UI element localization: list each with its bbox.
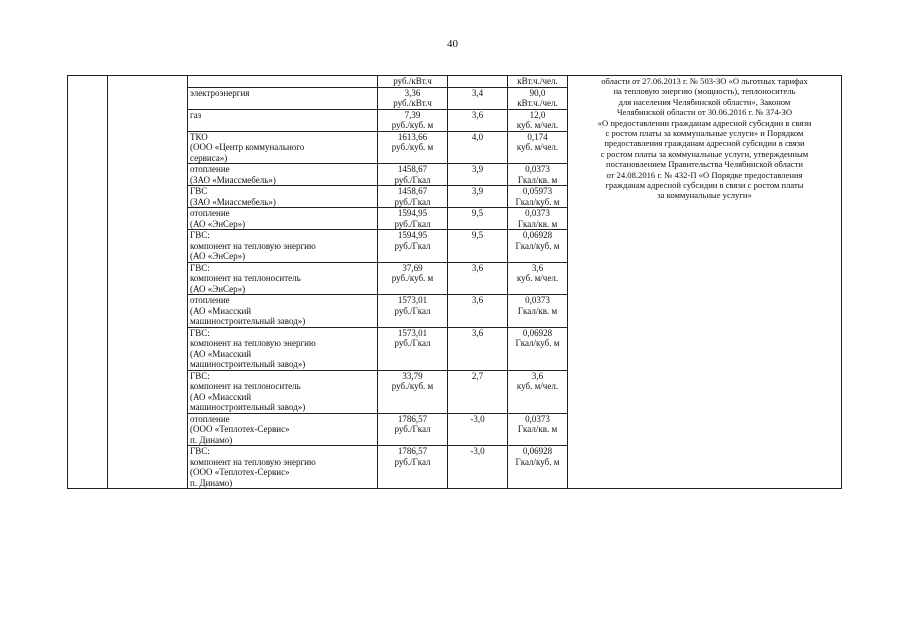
- norm-cell-line: куб. м/чел.: [516, 273, 559, 283]
- blank-column-2: [108, 76, 188, 489]
- legal-basis-line: постановлением Правительства Челябинской области: [606, 159, 803, 170]
- tariff-cell: [378, 76, 448, 88]
- norm-cell: [508, 262, 568, 295]
- legal-basis-line: на тепловую энергию (мощность), теплоноситель: [613, 86, 796, 97]
- tariff-cell: [378, 164, 448, 186]
- service-name-cell: [188, 262, 378, 295]
- norm-cell-line: 0,06928: [522, 230, 553, 240]
- norm-cell-line: Гкал/кв. м: [517, 174, 558, 185]
- service-name-cell-line: (АО «Миасский: [190, 305, 252, 316]
- norm-cell: [508, 164, 568, 186]
- tariff-cell-line: 1458,67: [397, 186, 428, 196]
- tariff-cell: [378, 87, 448, 109]
- service-name-cell: [188, 413, 378, 446]
- legal-basis-line: для населения Челябинской области», Законом: [618, 96, 791, 107]
- service-name-cell: [188, 76, 378, 88]
- service-name-cell: [188, 230, 378, 263]
- tariff-cell: [378, 327, 448, 370]
- service-name-cell: [188, 109, 378, 131]
- tariff-cell-line: 1594,95: [397, 230, 428, 240]
- index-cell: 3,6: [448, 262, 508, 295]
- service-name-cell-line: ГВС:: [190, 370, 210, 381]
- index-cell: 3,6: [448, 295, 508, 328]
- service-name-cell-line: (ООО «Центр коммунального: [190, 142, 305, 152]
- norm-cell: [508, 131, 568, 164]
- service-name-cell: [188, 370, 378, 413]
- tariff-cell-line: руб./кВт.ч: [393, 76, 432, 86]
- index-cell: 3,6: [448, 109, 508, 131]
- service-name-cell-line: (ООО «Теплотех-Сервис»: [190, 424, 290, 434]
- tariff-cell-line: 1786,57: [397, 413, 428, 424]
- service-name-cell-line: компонент на теплоноситель: [190, 273, 301, 283]
- legal-basis-line: за коммунальные услуги»: [657, 190, 752, 201]
- service-name-cell-line: отопление: [190, 164, 230, 174]
- blank-column-1: [68, 76, 108, 489]
- service-name-cell-line: ГВС: [190, 186, 208, 196]
- tariff-cell: [378, 208, 448, 230]
- norm-cell: [508, 295, 568, 328]
- service-name-cell-line: машиностроительный завод»): [190, 359, 306, 369]
- norm-cell-line: Гкал/кв. м: [517, 305, 558, 316]
- tariff-cell-line: 1594,95: [397, 208, 428, 218]
- index-cell: 3,9: [448, 186, 508, 208]
- norm-cell: [508, 186, 568, 208]
- legal-basis-line: предоставления гражданам адресной субсидии в связи: [604, 138, 805, 149]
- index-cell: 2,7: [448, 370, 508, 413]
- norm-cell-line: Гкал/куб. м: [515, 338, 560, 348]
- norm-cell-line: кВт.ч./чел.: [517, 98, 558, 108]
- norm-cell-line: 0,0373: [525, 413, 550, 424]
- tariff-cell-line: руб./куб. м: [391, 273, 434, 283]
- index-cell: -3,0: [448, 446, 508, 489]
- service-name-cell-line: компонент на тепловую энергию: [190, 456, 316, 467]
- legal-basis-cell: [568, 76, 842, 489]
- tariff-cell-line: руб./Гкал: [394, 424, 431, 434]
- norm-cell-line: 0,0373: [525, 208, 550, 218]
- service-name-cell-line: (ЗАО «Миассмебель»): [190, 196, 276, 207]
- service-name-cell: [188, 327, 378, 370]
- service-name-cell: [188, 131, 378, 164]
- service-name-cell-line: (АО «Миасский: [190, 391, 252, 402]
- legal-basis-line: Челябинской области от 30.06.2016 г. № 374-ЗО: [616, 107, 793, 118]
- tariff-cell-line: руб./Гкал: [394, 338, 431, 348]
- norm-cell: [508, 370, 568, 413]
- service-name-cell-line: (АО «ЭнСер»): [190, 218, 246, 229]
- tariff-cell-line: руб./Гкал: [394, 240, 431, 251]
- tariff-cell-line: 33,79: [402, 370, 423, 381]
- service-name-cell-line: п. Динамо): [190, 477, 233, 488]
- tariff-cell: [378, 131, 448, 164]
- norm-cell-line: 0,0373: [525, 295, 550, 305]
- tariff-cell-line: 7,39: [404, 109, 421, 120]
- norm-cell: [508, 109, 568, 131]
- service-name-cell: [188, 87, 378, 109]
- tariff-cell-line: 1573,01: [397, 295, 428, 305]
- service-name-cell-line: газ: [190, 109, 202, 120]
- service-name-cell-line: ГВС:: [190, 446, 210, 456]
- page-number: 40: [447, 38, 458, 50]
- service-name-cell-line: сервиса»): [190, 152, 228, 163]
- table-body: [68, 76, 842, 489]
- norm-cell: [508, 87, 568, 109]
- index-cell: 3,4: [448, 87, 508, 109]
- service-name-cell-line: отопление: [190, 208, 230, 218]
- service-name-cell-line: компонент на тепловую энергию: [190, 338, 316, 348]
- tariff-cell-line: руб./кВт.ч: [393, 98, 432, 108]
- service-name-cell-line: машиностроительный завод»): [190, 316, 306, 326]
- tariff-cell-line: 3,36: [404, 87, 421, 98]
- tariff-cell: [378, 446, 448, 489]
- index-cell: [448, 76, 508, 88]
- index-cell: -3,0: [448, 413, 508, 446]
- tariff-cell-line: руб./Гкал: [394, 196, 431, 207]
- tariff-cell: [378, 413, 448, 446]
- legal-basis-line: с ростом платы за коммунальные услуги, утвержденным: [600, 148, 809, 159]
- tariff-cell-line: 1786,57: [397, 446, 428, 456]
- legal-basis-line: от 24.08.2016 г. № 432-П «О Порядке предоставления: [606, 169, 803, 180]
- index-cell: 4,0: [448, 131, 508, 164]
- norm-cell-line: куб. м/чел.: [516, 120, 559, 130]
- norm-cell-line: 3,6: [531, 262, 544, 273]
- norm-cell: [508, 446, 568, 489]
- tariff-cell-line: руб./Гкал: [394, 456, 431, 467]
- norm-cell-line: кВт.ч./чел.: [517, 76, 558, 86]
- norm-cell-line: Гкал/куб. м: [515, 196, 560, 207]
- tariff-cell: [378, 262, 448, 295]
- tariff-cell-line: 1613,66: [397, 131, 428, 142]
- service-name-cell-line: (ЗАО «Миассмебель»): [190, 174, 276, 185]
- norm-cell-line: куб. м/чел.: [516, 142, 559, 152]
- norm-cell-line: 0,174: [527, 131, 548, 142]
- norm-cell: [508, 230, 568, 263]
- norm-cell-line: Гкал/куб. м: [515, 240, 560, 251]
- legal-basis-line: с ростом платы за коммунальные услуги» и Порядком: [605, 128, 804, 139]
- legal-basis-line: «О предоставлении гражданам адресной субсидии в связи: [597, 117, 812, 128]
- norm-cell: [508, 413, 568, 446]
- norm-cell-line: 0,06928: [522, 327, 553, 338]
- tariff-cell-line: руб./куб. м: [391, 120, 434, 130]
- service-name-cell-line: компонент на теплоноситель: [190, 381, 301, 391]
- service-name-cell-line: (АО «Миасский: [190, 348, 252, 359]
- service-name-cell-line: [190, 76, 375, 87]
- norm-cell-line: 12,0: [529, 109, 546, 120]
- tariff-cell-line: 1458,67: [397, 164, 428, 174]
- norm-cell-line: куб. м/чел.: [516, 381, 559, 391]
- norm-cell-line: Гкал/кв. м: [517, 424, 558, 434]
- tariff-cell-line: руб./Гкал: [394, 218, 431, 229]
- service-name-cell-line: компонент на тепловую энергию: [190, 240, 316, 251]
- norm-cell-line: Гкал/куб. м: [515, 456, 560, 467]
- index-cell: 9,5: [448, 230, 508, 263]
- service-name-cell-line: отопление: [190, 413, 230, 424]
- norm-cell-line: 0,06928: [522, 446, 553, 456]
- tariff-table: [67, 75, 842, 489]
- service-name-cell-line: ГВС:: [190, 230, 210, 240]
- service-name-cell-line: (АО «ЭнСер»): [190, 283, 246, 294]
- index-cell: 9,5: [448, 208, 508, 230]
- service-name-cell: [188, 446, 378, 489]
- norm-cell-line: 0,0373: [525, 164, 550, 174]
- tariff-cell-line: 1573,01: [397, 327, 428, 338]
- service-name-cell-line: ГВС:: [190, 327, 210, 338]
- norm-cell: [508, 208, 568, 230]
- service-name-cell-line: (ООО «Теплотех-Сервис»: [190, 467, 290, 477]
- tariff-cell-line: руб./куб. м: [391, 142, 434, 152]
- norm-cell: [508, 76, 568, 88]
- index-cell: 3,9: [448, 164, 508, 186]
- tariff-cell-line: руб./Гкал: [394, 174, 431, 185]
- tariff-cell: [378, 109, 448, 131]
- service-name-cell-line: п. Динамо): [190, 434, 233, 445]
- legal-basis-line: гражданам адресной субсидии в связи с ростом платы: [605, 180, 804, 191]
- service-name-cell-line: отопление: [190, 295, 230, 305]
- service-name-cell-line: ГВС:: [190, 262, 210, 273]
- tariff-cell-line: 37,69: [402, 262, 423, 273]
- table-row: [68, 76, 842, 88]
- service-name-cell: [188, 208, 378, 230]
- index-cell: 3,6: [448, 327, 508, 370]
- service-name-cell: [188, 186, 378, 208]
- norm-cell-line: 3,6: [531, 370, 544, 381]
- service-name-cell: [188, 295, 378, 328]
- norm-cell-line: 90,0: [529, 87, 546, 98]
- legal-basis-line: области от 27.06.2013 г. № 503-ЗО «О льготных тарифах: [601, 76, 808, 86]
- tariff-cell-line: руб./куб. м: [391, 381, 434, 391]
- tariff-cell: [378, 370, 448, 413]
- service-name-cell: [188, 164, 378, 186]
- service-name-cell-line: ТКО: [190, 131, 208, 142]
- norm-cell-line: Гкал/кв. м: [517, 218, 558, 229]
- tariff-cell-line: руб./Гкал: [394, 305, 431, 316]
- service-name-cell-line: электроэнергия: [190, 87, 250, 98]
- tariff-cell: [378, 230, 448, 263]
- service-name-cell-line: (АО «ЭнСер»): [190, 251, 246, 261]
- tariff-cell: [378, 295, 448, 328]
- norm-cell: [508, 327, 568, 370]
- norm-cell-line: 0,05973: [522, 186, 553, 196]
- service-name-cell-line: машиностроительный завод»): [190, 402, 306, 412]
- tariff-cell: [378, 186, 448, 208]
